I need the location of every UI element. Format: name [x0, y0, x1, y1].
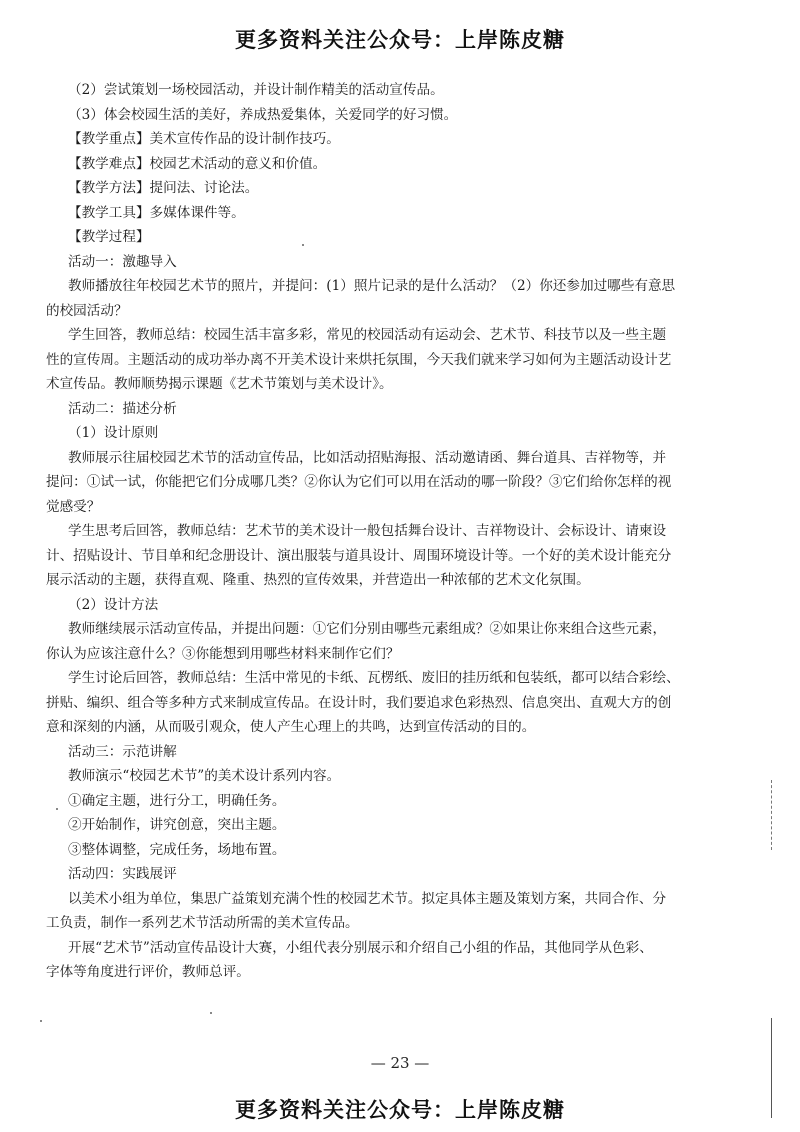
- text-line: 性的宣传周。主题活动的成功举办离不开美术设计来烘托氛围，今天我们就来学习如何为主题活动设计艺: [46, 351, 672, 368]
- text-line: 学生回答，教师总结：校园生活丰富多彩，常见的校园活动有运动会、艺术节、科技节以及一些主题: [68, 327, 667, 343]
- text-line: 计、招贴设计、节目单和纪念册设计、演出服装与道具设计、周围环境设计等。一个好的美术设计能充分: [46, 547, 672, 564]
- text-line: 【教学难点】校园艺术活动的意义和价值。: [68, 155, 327, 172]
- list-item: ③整体调整，完成任务，场地布置。: [68, 841, 286, 858]
- text-line: （2）尝试策划一场校园活动，并设计制作精美的活动宣传品。: [68, 82, 444, 98]
- text-line: 教师展示往届校园艺术节的活动宣传品，比如活动招贴海报、活动邀请函、舞台道具、吉祥物等，并: [68, 449, 667, 466]
- section-heading: 活动二：描述分析: [68, 400, 177, 417]
- text-line: 教师继续展示活动宣传品，并提出问题：①它们分别由哪些元素组成？②如果让你来组合这些元素，: [68, 621, 667, 637]
- page-body: [46, 78, 730, 985]
- text-line: 展示活动的主题，获得直观、隆重、热烈的宣传效果，并营造出一种浓郁的艺术文化氛围。: [46, 572, 590, 588]
- scan-speck: [210, 1012, 212, 1014]
- section-heading: 活动三：示范讲解: [68, 743, 177, 760]
- text-line: 【教学工具】多媒体课件等。: [68, 204, 245, 221]
- scan-speck: [40, 1020, 42, 1022]
- text-line: 觉感受？: [46, 498, 101, 515]
- text-line: 工负责，制作一系列艺术节活动所需的美术宣传品。: [46, 915, 359, 931]
- section-heading: 活动一：激趣导入: [68, 253, 177, 270]
- scan-edge-mark: [771, 780, 772, 850]
- text-line: 术宣传品。教师顺势揭示课题《艺术节策划与美术设计》。: [46, 376, 393, 392]
- scan-speck: [302, 244, 304, 246]
- section-heading: 活动四：实践展评: [68, 866, 177, 882]
- text-line: 开展“艺术节”活动宣传品设计大赛，小组代表分别展示和介绍自己小组的作品，其他同学从色彩、: [68, 939, 653, 956]
- page-number: — 23 —: [370, 1054, 430, 1072]
- text-line: 学生思考后回答，教师总结：艺术节的美术设计一般包括舞台设计、吉祥物设计、会标设计、请柬设: [68, 523, 667, 539]
- text-line: 字体等角度进行评价，教师总评。: [46, 964, 250, 980]
- scan-speck: [56, 808, 58, 810]
- text-line: 【教学方法】提问法、讨论法。: [68, 180, 259, 196]
- text-line: 教师演示“校园艺术节”的美术设计系列内容。: [68, 768, 341, 784]
- list-item: ②开始制作，讲究创意，突出主题。: [68, 817, 286, 833]
- header-banner: 更多资料关注公众号：上岸陈皮糖: [235, 28, 565, 52]
- text-line: 学生讨论后回答，教师总结：生活中常见的卡纸、瓦楞纸、废旧的挂历纸和包装纸，都可以结合彩绘、: [68, 670, 680, 686]
- text-line: 提问：①试一试，你能把它们分成哪几类？②你认为它们可以用在活动的哪一阶段？③它们给你怎样的视: [46, 474, 672, 490]
- text-line: 教师播放往年校园艺术节的照片，并提问：(1）照片记录的是什么活动？（2）你还参加过哪些有意思: [68, 278, 676, 294]
- footer-banner: 更多资料关注公众号：上岸陈皮糖: [235, 1098, 565, 1122]
- text-line: 意和深刻的内涵，从而吸引观众，使人产生心理上的共鸣，达到宣传活动的目的。: [46, 719, 536, 735]
- text-line: 以美术小组为单位，集思广益策划充满个性的校园艺术节。拟定具体主题及策划方案，共同合作、分: [68, 890, 667, 907]
- list-item: ①确定主题，进行分工，明确任务。: [68, 792, 286, 809]
- subsection-heading: （2）设计方法: [68, 596, 159, 613]
- text-line: （3）体会校园生活的美好，养成热爱集体，关爱同学的好习惯。: [68, 106, 458, 123]
- text-line: 的校园活动？: [46, 302, 128, 319]
- text-line: 【教学过程】: [68, 229, 150, 245]
- text-line: 你认为应该注意什么？③你能想到用哪些材料来制作它们？: [46, 645, 400, 662]
- text-line: 【教学重点】美术宣传作品的设计制作技巧。: [68, 131, 340, 147]
- text-line: 拼贴、编织、组合等多种方式来制成宣传品。在设计时，我们要追求色彩热烈、信息突出、直观大方的创: [46, 694, 672, 711]
- subsection-heading: （1）设计原则: [68, 425, 159, 441]
- scan-edge-mark: [771, 1018, 772, 1118]
